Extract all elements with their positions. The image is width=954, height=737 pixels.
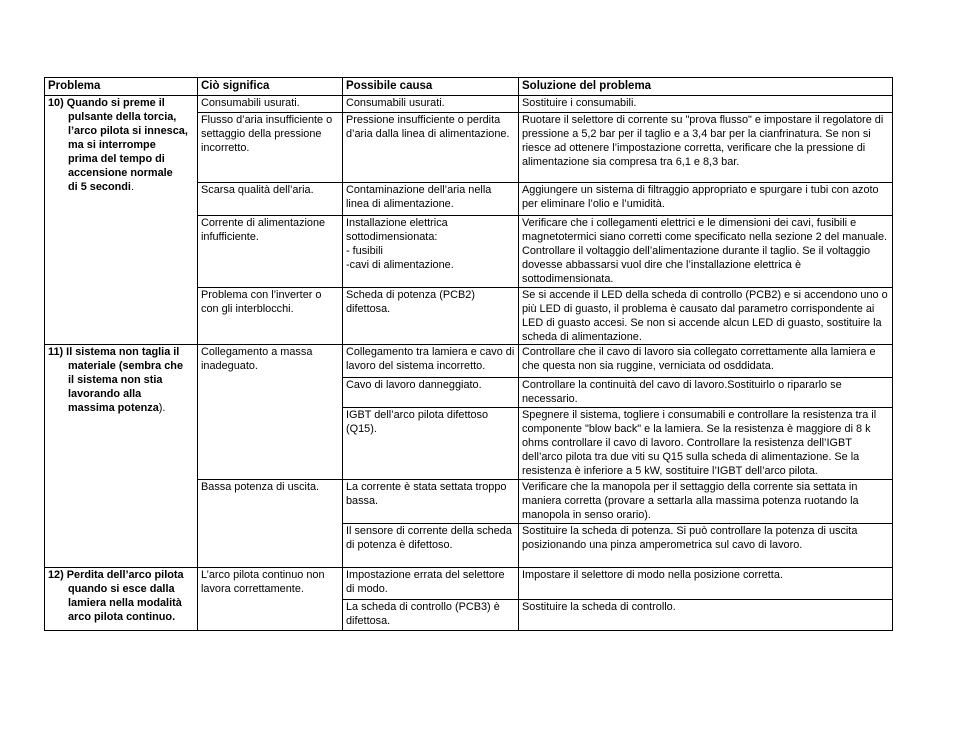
solution-cell: Se si accende il LED della scheda di controllo (PCB2) e si accendono uno o più LED di guasto, il problema è causato dal parametro corrispondente ai LED di guasto accesi. Se non si accende alcun LED di guasto, sostituire la scheda di alimentazione. <box>519 288 893 345</box>
solution-cell: Sostituire la scheda di potenza. Si può controllare la potenza di uscita posizionando una pinza amperometrica sul cavo di lavoro. <box>519 524 893 568</box>
header-meaning: Ciò significa <box>198 78 343 96</box>
meaning-cell: Flusso d’aria insufficiente o settaggio della pressione incorretto. <box>198 113 343 183</box>
cause-cell: Cavo di lavoro danneggiato. <box>343 378 519 408</box>
cause-cell: Pressione insufficiente o perdita d’aria dalla linea di alimentazione. <box>343 113 519 183</box>
header-problem: Problema <box>45 78 198 96</box>
solution-cell: Spegnere il sistema, togliere i consumabili e controllare la resistenza tra il componente "blow back" e la lamiera. Se la resistenza è maggiore di 8 k ohms controllare il cavo di lavoro. Controllare la resistenza dell’IGBT dell’arco pilota tra due viti su Q15 sulla scheda di alimentazione. Se la resistenza è inferiore a 5 kW, sostituire l’IGBT dell’arco pilota. <box>519 408 893 480</box>
troubleshooting-table <box>44 77 893 631</box>
cause-cell: Installazione elettrica sottodimensionata: - fusibili -cavi di alimentazione. <box>343 216 519 288</box>
cause-cell: Contaminazione dell’aria nella linea di alimentazione. <box>343 183 519 216</box>
table-header-row <box>45 78 893 96</box>
problem-11: 11) Il sistema non taglia il materiale (sembra che il sistema non stia lavorando alla massima potenza). <box>45 345 198 568</box>
meaning-cell: Consumabili usurati. <box>198 96 343 113</box>
cause-cell: Impostazione errata del selettore di modo. <box>343 568 519 600</box>
meaning-cell: Corrente di alimentazione infufficiente. <box>198 216 343 288</box>
cause-cell: Scheda di potenza (PCB2) difettosa. <box>343 288 519 345</box>
meaning-cell: Scarsa qualità dell’aria. <box>198 183 343 216</box>
meaning-cell: Problema con l’inverter o con gli interblocchi. <box>198 288 343 345</box>
problem-10: 10) Quando si preme il pulsante della torcia, l’arco pilota si innesca, ma si interrompe prima del tempo di accensione normale di 5 secondi. <box>45 96 198 345</box>
cause-cell: Il sensore di corrente della scheda di potenza è difettoso. <box>343 524 519 568</box>
solution-cell: Controllare che il cavo di lavoro sia collegato correttamente alla lamiera e che questa non sia ruggine, verniciata od osddidata. <box>519 345 893 378</box>
solution-cell: Aggiungere un sistema di filtraggio appropriato e spurgare i tubi con azoto per eliminare l’olio e l’umidità. <box>519 183 893 216</box>
header-solution: Soluzione del problema <box>519 78 893 96</box>
solution-cell: Impostare il selettore di modo nella posizione corretta. <box>519 568 893 600</box>
problem-12: 12) Perdita dell’arco pilota quando si esce dalla lamiera nella modalità arco pilota continuo. <box>45 568 198 631</box>
cause-cell: IGBT dell’arco pilota difettoso (Q15). <box>343 408 519 480</box>
header-cause: Possibile causa <box>343 78 519 96</box>
solution-cell: Verificare che la manopola per il settaggio della corrente sia settata in maniera corretta (provare a settarla alla massima potenza ruotando la manopola in senso orario). <box>519 480 893 524</box>
solution-cell: Verificare che i collegamenti elettrici e le dimensioni dei cavi, fusibili e magnetotermici siano corretti come specificato nella sezione 2 del manuale. Controllare il voltaggio dell’alimentazione durante il taglio. Se il voltaggio dovesse abbassarsi vuol dire che l’installazione elettrica è sottodimensionata. <box>519 216 893 288</box>
table-row <box>45 345 893 378</box>
meaning-cell: Collegamento a massa inadeguato. <box>198 345 343 480</box>
cause-cell: La corrente è stata settata troppo bassa. <box>343 480 519 524</box>
solution-cell: Sostituire i consumabili. <box>519 96 893 113</box>
table-row <box>45 568 893 600</box>
table-row <box>45 96 893 113</box>
solution-cell: Controllare la continuità del cavo di lavoro.Sostituirlo o ripararlo se necessario. <box>519 378 893 408</box>
cause-cell: Consumabili usurati. <box>343 96 519 113</box>
meaning-cell: L’arco pilota continuo non lavora correttamente. <box>198 568 343 631</box>
solution-cell: Ruotare il selettore di corrente su "prova flusso" e impostare il regolatore di pressione a 5,2 bar per il taglio e a 3,4 bar per la cianfrinatura. Se non si riesce ad ottenere l’impostazione corretta, verificare che la pressione di alimentazione sia compresa tra 6,1 e 8,3 bar. <box>519 113 893 183</box>
cause-cell: La scheda di controllo (PCB3) è difettosa. <box>343 600 519 631</box>
solution-cell: Sostituire la scheda di controllo. <box>519 600 893 631</box>
cause-cell: Collegamento tra lamiera e cavo di lavoro del sistema incorretto. <box>343 345 519 378</box>
meaning-cell: Bassa potenza di uscita. <box>198 480 343 568</box>
